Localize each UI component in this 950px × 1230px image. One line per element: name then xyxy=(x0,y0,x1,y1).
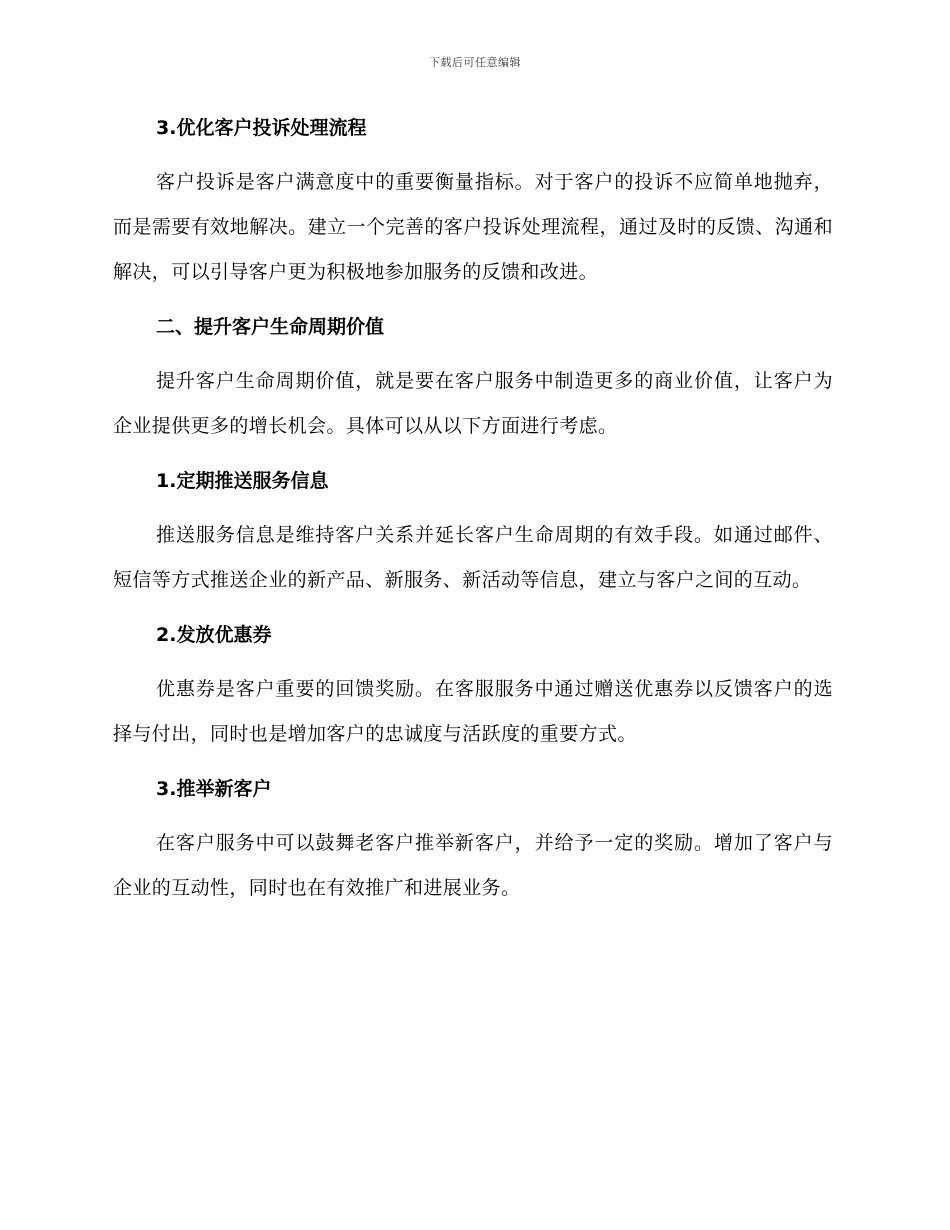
section-heading-lifecycle-value: 二、提升客户生命周期价值 xyxy=(156,316,385,338)
paragraph-coupons: 优惠券是客户重要的回馈奖励。在客服服务中通过赠送优惠券以反馈客户的选择与付出，同时也是增加客户的忠诚度与活跃度的重要方式。 xyxy=(113,678,833,745)
paragraph-complaint-process: 客户投诉是客户满意度中的重要衡量指标。对于客户的投诉不应简单地抛弃，而是需要有效地解决。建立一个完善的客户投诉处理流程，通过及时的反馈、沟通和解决，可以引导客户更为积极地参加服务的反馈和改进。 xyxy=(113,171,833,283)
section-heading-push-info: 1.定期推送服务信息 xyxy=(156,470,329,492)
section-heading-complaint-process: 3.优化客户投诉处理流程 xyxy=(156,117,367,139)
section-heading-coupons: 2.发放优惠券 xyxy=(156,624,272,646)
paragraph-referral: 在客户服务中可以鼓舞老客户推举新客户，并给予一定的奖励。增加了客户与企业的互动性，同时也在有效推广和进展业务。 xyxy=(113,832,833,899)
paragraph-push-info: 推送服务信息是维持客户关系并延长客户生命周期的有效手段。如通过邮件、短信等方式推送企业的新产品、新服务、新活动等信息，建立与客户之间的互动。 xyxy=(113,524,833,591)
page-header: 下载后可任意编辑 xyxy=(429,56,521,69)
document-body xyxy=(113,110,833,911)
section-heading-referral: 3.推举新客户 xyxy=(156,778,272,800)
paragraph-lifecycle-value: 提升客户生命周期价值，就是要在客户服务中制造更多的商业价值，让客户为企业提供更多的增长机会。具体可以从以下方面进行考虑。 xyxy=(113,370,833,437)
